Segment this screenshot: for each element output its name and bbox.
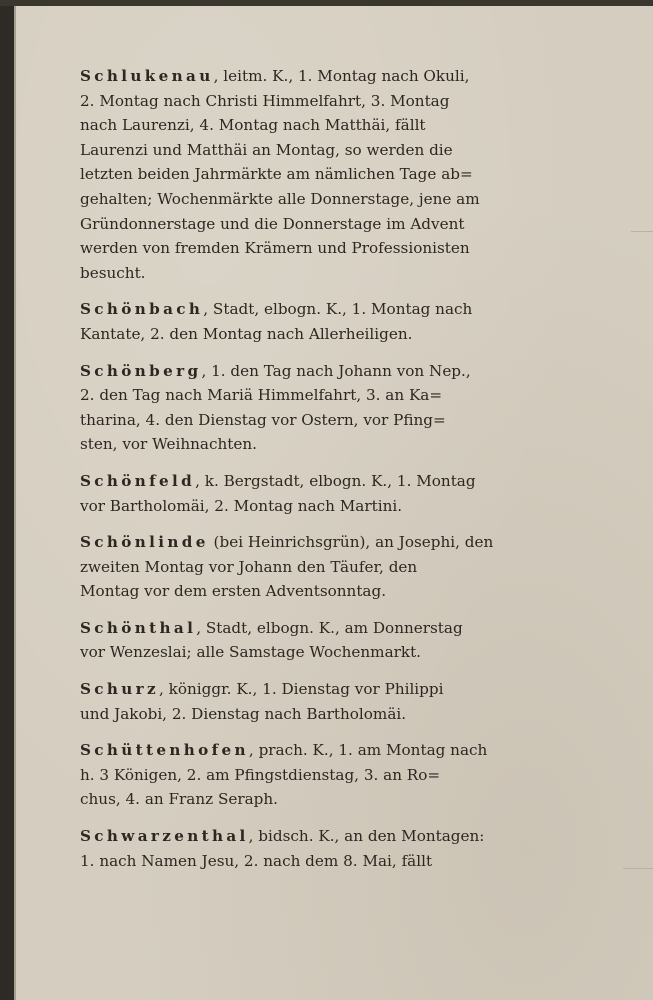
entry-text-line: , prach. K., 1. am Montag nach [248,741,488,760]
entry-first-line [80,530,580,555]
entry-first-line [80,738,580,763]
entry-text-line: h. 3 Königen, 2. am Pfingstdienstag, 3. an Ro= [80,765,441,784]
entry-text-line: , königgr. K., 1. Dienstag vor Philippi [159,680,444,699]
paper-crease-mark [631,231,653,232]
place-name: Schüttenhofen [80,741,249,760]
entry-text-line: 2. Montag nach Christi Himmelfahrt, 3. Montag [80,91,450,110]
entry-schwarzenthal [80,824,580,873]
entry-first-line [80,359,580,384]
entry-schoenlinde [80,530,580,604]
place-name: Schwarzenthal [80,827,249,846]
place-name: Schönthal [80,618,197,637]
entry-text-line: gehalten; Wochenmärkte alle Donnerstage, jene am [80,189,480,208]
entry-schoenbach [80,297,580,346]
entry-text-line: 2. den Tag nach Mariä Himmelfahrt, 3. an Ka= [80,386,443,405]
paper-crease-mark-lower [623,868,653,869]
entry-text-line: Gründonnerstage und die Donnerstage im Advent [80,214,465,233]
entry-schoenberg [80,359,580,457]
entry-text-line: Kantate, 2. den Montag nach Allerheiligen. [80,324,413,343]
entry-schuettenhofen [80,738,580,812]
entry-first-line [80,297,580,322]
entry-text-line: , leitm. K., 1. Montag nach Okuli, [213,67,470,85]
entry-text-line: und Jakobi, 2. Dienstag nach Bartholomäi. [80,704,407,723]
entry-first-line [80,616,580,641]
entry-text-line: vor Bartholomäi, 2. Montag nach Martini. [80,496,403,515]
entry-first-line [80,824,580,849]
entry-text-line: , 1. den Tag nach Johann von Nep., [201,361,471,380]
entry-text-line: (bei Heinrichsgrün), an Josephi, den [208,533,494,552]
entry-first-line [80,64,580,89]
entry-schurz [80,677,580,726]
entry-schoenthal [80,616,580,665]
entry-text-line: letzten beiden Jahrmärkte am nämlichen Tage ab= [80,165,473,184]
entry-text-line: chus, 4. an Franz Seraph. [80,790,279,809]
entry-text-line: , Stadt, elbogn. K., 1. Montag nach [203,300,473,319]
entry-text-line: zweiten Montag vor Johann den Täufer, den [80,557,418,576]
entry-schoenfeld [80,469,580,518]
entry-text-line: 1. nach Namen Jesu, 2. nach dem 8. Mai, fällt [80,851,433,870]
entry-text-line: vor Wenzeslai; alle Samstage Wochenmarkt. [80,643,422,662]
place-name: Schönlinde [80,533,209,552]
entry-text-line: , Stadt, elbogn. K., am Donnerstag [196,618,463,637]
entry-text-line: besucht. [80,263,146,282]
entry-text-line: tharina, 4. den Dienstag vor Ostern, vor Pfing= [80,410,446,429]
entry-schlukenau [80,64,580,285]
place-name: Schurz [80,680,159,699]
entry-text-line: Montag vor dem ersten Adventsonntag. [80,582,387,601]
entry-first-line [80,677,580,702]
entry-text-line: , k. Bergstadt, elbogn. K., 1. Montag [195,471,476,490]
entry-first-line [80,469,580,494]
place-name: Schlukenau [80,67,214,85]
page-body-text [80,64,580,885]
entry-text-line: sten, vor Weihnachten. [80,435,257,454]
place-name: Schönbach [80,300,204,319]
entry-text-line: , bidsch. K., an den Montagen: [248,827,485,846]
place-name: Schönfeld [80,471,196,490]
entry-text-line: nach Laurenzi, 4. Montag nach Matthäi, fällt [80,116,426,135]
place-name: Schönberg [80,361,202,380]
entry-text-line: werden von fremden Krämern und Professionisten [80,239,470,258]
entry-text-line: Laurenzi und Matthäi an Montag, so werden die [80,140,453,159]
